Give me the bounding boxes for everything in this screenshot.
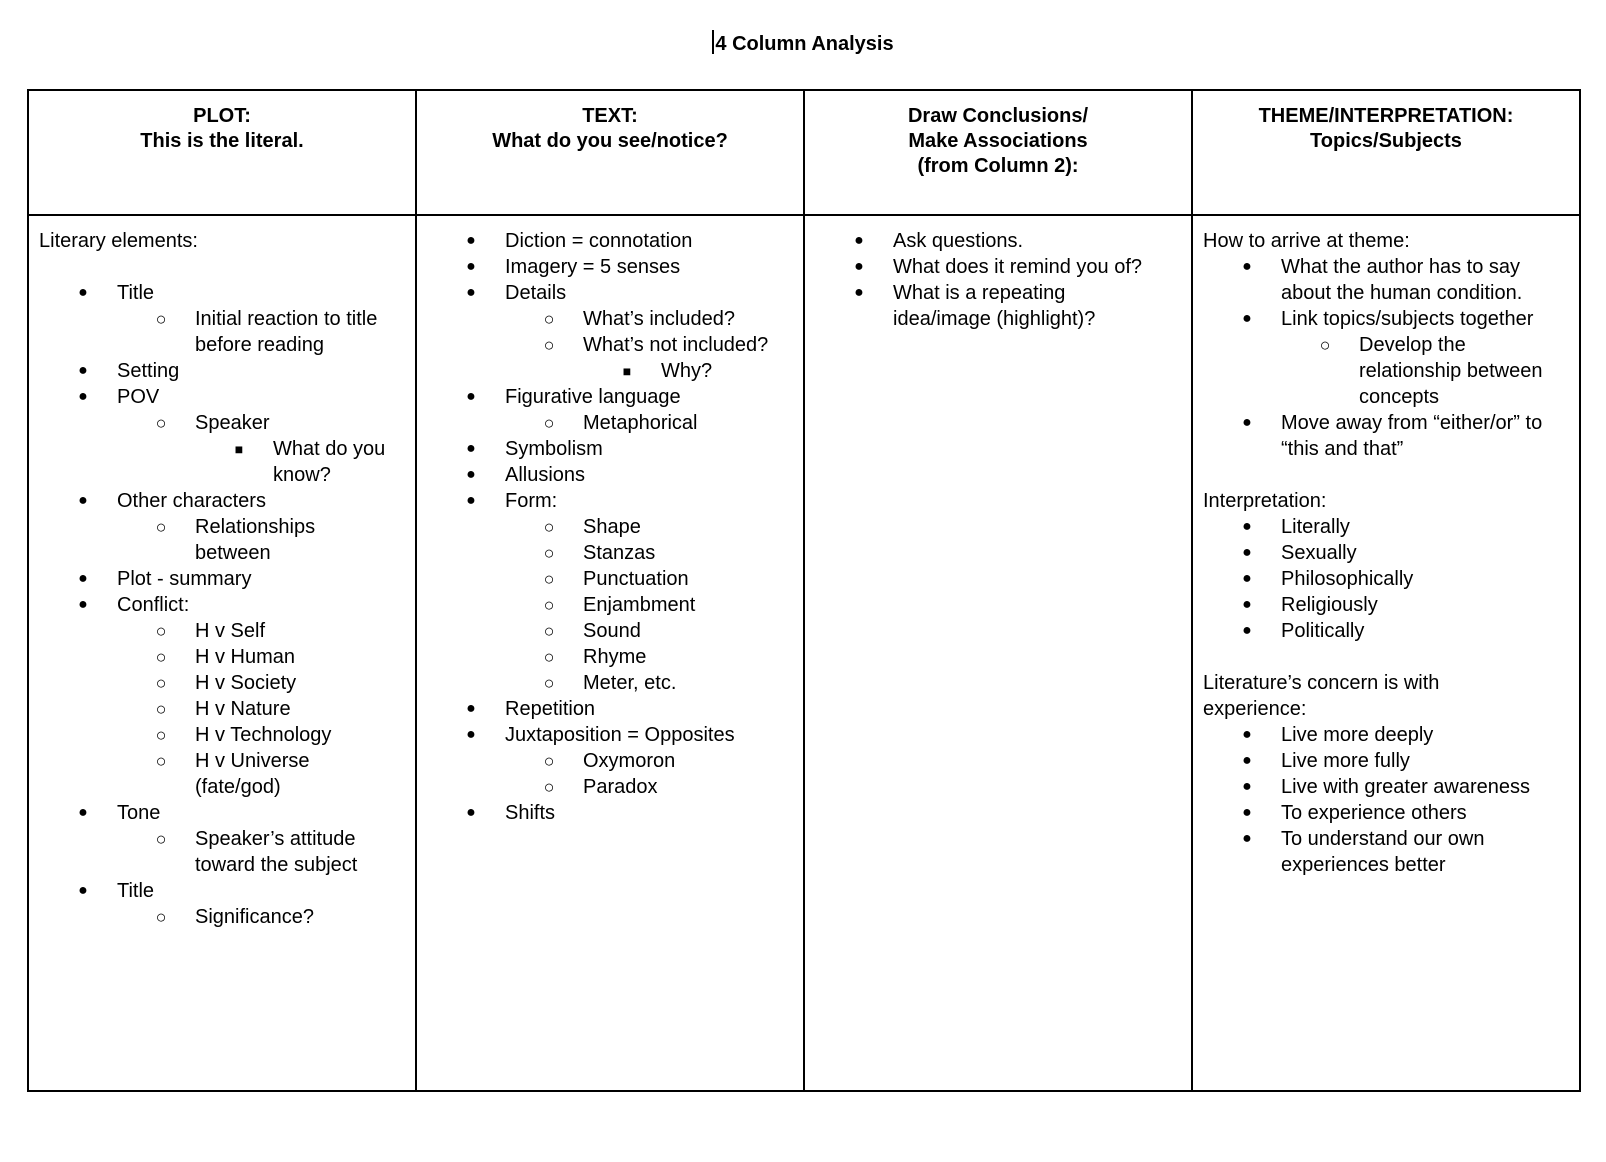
list-item-text: Enjambment [583, 594, 696, 616]
header-conclusions-line-3: (from Column 2): [917, 155, 1079, 177]
bullet-marker-icon: ● [1242, 570, 1252, 587]
circle-marker-icon: ○ [155, 725, 167, 745]
header-text-line-1: TEXT: [582, 105, 638, 127]
circle-marker-icon: ○ [543, 309, 555, 329]
list-item [39, 566, 415, 592]
list-item-text: concepts [1359, 386, 1440, 408]
list-item-text: “this and that” [1281, 438, 1404, 460]
text-content [417, 216, 803, 826]
list-item [39, 644, 415, 670]
list-item [1203, 254, 1579, 280]
list-item [39, 410, 415, 436]
list-item [1203, 514, 1579, 540]
list-item [427, 774, 803, 800]
list-item-text: What does it remind you of? [893, 256, 1143, 278]
list-item-text: Sexually [1281, 542, 1357, 564]
circle-marker-icon: ○ [543, 517, 555, 537]
bullet-marker-icon: ● [466, 700, 476, 717]
list-item-text: idea/image (highlight)? [893, 308, 1096, 330]
list-item-text: H v Self [195, 620, 266, 642]
list-item-text: H v Technology [195, 724, 332, 746]
list-item-text: What the author has to say [1281, 256, 1521, 278]
header-cell-conclusions[interactable] [804, 90, 1192, 215]
bullet-marker-icon: ● [78, 492, 88, 509]
circle-marker-icon: ○ [155, 751, 167, 771]
list-item [427, 722, 803, 748]
body-cell-theme[interactable] [1192, 215, 1580, 1091]
list-item-text: Initial reaction to title [195, 308, 378, 330]
list-item [427, 670, 803, 696]
plot-content [29, 216, 415, 930]
list-item-text: Shape [583, 516, 641, 538]
list-item [39, 436, 415, 462]
bullet-marker-icon: ● [78, 362, 88, 379]
circle-marker-icon: ○ [155, 413, 167, 433]
list-item-text: Ask questions. [893, 230, 1024, 252]
bullet-marker-icon: ● [1242, 726, 1252, 743]
header-row [28, 90, 1580, 215]
list-item-text: Details [505, 282, 567, 304]
list-item-text: How to arrive at theme: [1203, 230, 1410, 252]
list-item-text: Title [117, 282, 155, 304]
document-title-text: 4 Column Analysis [715, 33, 894, 55]
list-item [39, 358, 415, 384]
list-item [39, 332, 415, 358]
bullet-marker-icon: ● [1242, 414, 1252, 431]
list-item-text: Sound [583, 620, 641, 642]
list-item [427, 462, 803, 488]
list-item-text: Relationships [195, 516, 316, 538]
spacer [39, 254, 415, 280]
bullet-marker-icon: ● [78, 570, 88, 587]
list-item [815, 306, 1191, 332]
header-plot-line-1: PLOT: [193, 105, 251, 127]
list-item [427, 332, 803, 358]
list-item [1203, 436, 1579, 462]
list-item [427, 800, 803, 826]
paragraph-line [1203, 488, 1579, 514]
bullet-marker-icon: ● [1242, 622, 1252, 639]
list-item-text: Allusions [505, 464, 586, 486]
list-item [427, 748, 803, 774]
circle-marker-icon: ○ [155, 621, 167, 641]
circle-marker-icon: ○ [155, 309, 167, 329]
list-item-text: Politically [1281, 620, 1365, 642]
list-item-text: Literally [1281, 516, 1350, 538]
list-item [427, 228, 803, 254]
list-item-text: Title [117, 880, 155, 902]
header-theme-line-2: Topics/Subjects [1310, 130, 1462, 152]
list-item-text: before reading [195, 334, 324, 356]
list-item [39, 618, 415, 644]
list-item-text: Conflict: [117, 594, 190, 616]
document-title[interactable] [0, 30, 1606, 57]
list-item-text: toward the subject [195, 854, 358, 876]
list-item-text: Repetition [505, 698, 596, 720]
conclusions-content [805, 216, 1191, 332]
list-item-text: Religiously [1281, 594, 1378, 616]
circle-marker-icon: ○ [1319, 335, 1331, 355]
list-item-text: Other characters [117, 490, 266, 512]
list-item [1203, 826, 1579, 852]
list-item [39, 826, 415, 852]
list-item-text: Symbolism [505, 438, 603, 460]
bullet-marker-icon: ● [466, 258, 476, 275]
list-item-text: Paradox [583, 776, 658, 798]
list-item [39, 800, 415, 826]
list-item-text: Shifts [505, 802, 556, 824]
bullet-marker-icon: ● [466, 466, 476, 483]
list-item-text: H v Nature [195, 698, 291, 720]
list-item [427, 592, 803, 618]
list-item-text: H v Society [195, 672, 297, 694]
paragraph-line [39, 228, 415, 254]
list-item-text: What’s not included? [583, 334, 769, 356]
list-item [1203, 332, 1579, 358]
list-item-text: Tone [117, 802, 161, 824]
bullet-marker-icon: ● [466, 284, 476, 301]
list-item [815, 280, 1191, 306]
list-item-text: Move away from “either/or” to [1281, 412, 1543, 434]
list-item-text: Punctuation [583, 568, 689, 590]
bullet-marker-icon: ● [854, 284, 864, 301]
list-item [39, 696, 415, 722]
body-cell-text[interactable] [416, 215, 804, 1091]
list-item [39, 592, 415, 618]
list-item [1203, 722, 1579, 748]
circle-marker-icon: ○ [155, 829, 167, 849]
list-item-text: Juxtaposition = Opposites [505, 724, 735, 746]
list-item [39, 722, 415, 748]
list-item [1203, 410, 1579, 436]
list-item [1203, 358, 1579, 384]
list-item-text: know? [273, 464, 331, 486]
analysis-table [27, 89, 1581, 1092]
bullet-marker-icon: ● [466, 232, 476, 249]
header-plot-line-2: This is the literal. [140, 130, 304, 152]
paragraph-line [1203, 670, 1579, 696]
list-item [427, 410, 803, 436]
list-item-text: Literature’s concern is with [1203, 672, 1440, 694]
list-item-text: Imagery = 5 senses [505, 256, 681, 278]
header-cell-theme[interactable] [1192, 90, 1580, 215]
list-item [1203, 280, 1579, 306]
bullet-marker-icon: ● [466, 388, 476, 405]
list-item [1203, 566, 1579, 592]
list-item [427, 488, 803, 514]
list-item-text: Oxymoron [583, 750, 676, 772]
list-item [39, 514, 415, 540]
list-item-text: between [195, 542, 271, 564]
list-item-text: What’s included? [583, 308, 735, 330]
list-item [1203, 748, 1579, 774]
circle-marker-icon: ○ [543, 621, 555, 641]
bullet-marker-icon: ● [854, 232, 864, 249]
list-item-text: Interpretation: [1203, 490, 1327, 512]
circle-marker-icon: ○ [543, 777, 555, 797]
list-item-text: Meter, etc. [583, 672, 677, 694]
list-item [427, 358, 803, 384]
list-item-text: Why? [661, 360, 713, 382]
list-item [39, 852, 415, 878]
list-item [427, 644, 803, 670]
list-item [1203, 592, 1579, 618]
bullet-marker-icon: ● [1242, 830, 1252, 847]
bullet-marker-icon: ● [1242, 752, 1252, 769]
list-item-text: Figurative language [505, 386, 681, 408]
body-row [28, 215, 1580, 1091]
bullet-marker-icon: ● [1242, 804, 1252, 821]
list-item [427, 514, 803, 540]
list-item-text: Significance? [195, 906, 314, 928]
list-item-text: Speaker [195, 412, 270, 434]
list-item [39, 306, 415, 332]
list-item-text: relationship between [1359, 360, 1543, 382]
bullet-marker-icon: ● [78, 596, 88, 613]
header-cell-plot[interactable] [28, 90, 416, 215]
list-item [39, 748, 415, 774]
list-item-text: To experience others [1281, 802, 1467, 824]
list-item [815, 228, 1191, 254]
square-marker-icon: ■ [622, 363, 632, 379]
bullet-marker-icon: ● [466, 492, 476, 509]
list-item [1203, 774, 1579, 800]
list-item [39, 904, 415, 930]
list-item-text: Form: [505, 490, 558, 512]
spacer [1203, 644, 1579, 670]
paragraph-line [1203, 696, 1579, 722]
list-item-text: experience: [1203, 698, 1307, 720]
list-item [427, 618, 803, 644]
list-item-text: about the human condition. [1281, 282, 1523, 304]
bullet-marker-icon: ● [466, 804, 476, 821]
list-item-text: H v Human [195, 646, 296, 668]
list-item [39, 488, 415, 514]
circle-marker-icon: ○ [543, 543, 555, 563]
bullet-marker-icon: ● [466, 440, 476, 457]
body-cell-plot[interactable] [28, 215, 416, 1091]
circle-marker-icon: ○ [155, 647, 167, 667]
list-item-text: Live with greater awareness [1281, 776, 1531, 798]
list-item [39, 774, 415, 800]
list-item [427, 566, 803, 592]
bullet-marker-icon: ● [854, 258, 864, 275]
list-item-text: Rhyme [583, 646, 647, 668]
list-item [427, 436, 803, 462]
circle-marker-icon: ○ [543, 413, 555, 433]
list-item [39, 384, 415, 410]
list-item-text: experiences better [1281, 854, 1446, 876]
circle-marker-icon: ○ [543, 569, 555, 589]
bullet-marker-icon: ● [78, 284, 88, 301]
bullet-marker-icon: ● [78, 882, 88, 899]
list-item-text: Literary elements: [39, 230, 198, 252]
header-text-line-2: What do you see/notice? [492, 130, 728, 152]
list-item [39, 670, 415, 696]
theme-content [1193, 216, 1579, 878]
list-item [815, 254, 1191, 280]
header-theme-line-1: THEME/INTERPRETATION: [1258, 105, 1514, 127]
list-item-text: Speaker’s attitude [195, 828, 356, 850]
list-item [1203, 618, 1579, 644]
spacer [1203, 462, 1579, 488]
bullet-marker-icon: ● [1242, 544, 1252, 561]
list-item [1203, 540, 1579, 566]
circle-marker-icon: ○ [543, 673, 555, 693]
list-item [39, 462, 415, 488]
circle-marker-icon: ○ [543, 595, 555, 615]
list-item [1203, 306, 1579, 332]
list-item-text: Metaphorical [583, 412, 698, 434]
circle-marker-icon: ○ [155, 517, 167, 537]
bullet-marker-icon: ● [78, 804, 88, 821]
list-item [1203, 800, 1579, 826]
bullet-marker-icon: ● [78, 388, 88, 405]
list-item [427, 696, 803, 722]
circle-marker-icon: ○ [543, 751, 555, 771]
list-item [1203, 384, 1579, 410]
list-item-text: Link topics/subjects together [1281, 308, 1534, 330]
list-item-text: What do you [273, 438, 386, 460]
list-item-text: What is a repeating [893, 282, 1066, 304]
circle-marker-icon: ○ [155, 673, 167, 693]
list-item [427, 254, 803, 280]
list-item [39, 878, 415, 904]
list-item-text: (fate/god) [195, 776, 281, 798]
bullet-marker-icon: ● [1242, 596, 1252, 613]
list-item-text: To understand our own [1281, 828, 1485, 850]
circle-marker-icon: ○ [543, 335, 555, 355]
header-cell-text[interactable] [416, 90, 804, 215]
list-item [39, 540, 415, 566]
list-item-text: Plot - summary [117, 568, 252, 590]
square-marker-icon: ■ [234, 441, 244, 457]
bullet-marker-icon: ● [466, 726, 476, 743]
list-item-text: POV [117, 386, 160, 408]
list-item-text: Develop the [1359, 334, 1466, 356]
list-item-text: Stanzas [583, 542, 656, 564]
list-item [427, 540, 803, 566]
list-item [427, 280, 803, 306]
list-item-text: Live more deeply [1281, 724, 1434, 746]
list-item-text: Philosophically [1281, 568, 1414, 590]
header-conclusions-line-2: Make Associations [908, 130, 1088, 152]
list-item-text: Diction = connotation [505, 230, 693, 252]
list-item [427, 384, 803, 410]
list-item-text: Setting [117, 360, 180, 382]
circle-marker-icon: ○ [155, 699, 167, 719]
paragraph-line [1203, 228, 1579, 254]
bullet-marker-icon: ● [1242, 258, 1252, 275]
body-cell-conclusions[interactable] [804, 215, 1192, 1091]
list-item [427, 306, 803, 332]
header-conclusions-line-1: Draw Conclusions/ [907, 105, 1089, 127]
circle-marker-icon: ○ [543, 647, 555, 667]
bullet-marker-icon: ● [1242, 518, 1252, 535]
circle-marker-icon: ○ [155, 907, 167, 927]
list-item-text: Live more fully [1281, 750, 1410, 772]
list-item-text: H v Universe [195, 750, 310, 772]
bullet-marker-icon: ● [1242, 778, 1252, 795]
list-item [1203, 852, 1579, 878]
bullet-marker-icon: ● [1242, 310, 1252, 327]
list-item [39, 280, 415, 306]
